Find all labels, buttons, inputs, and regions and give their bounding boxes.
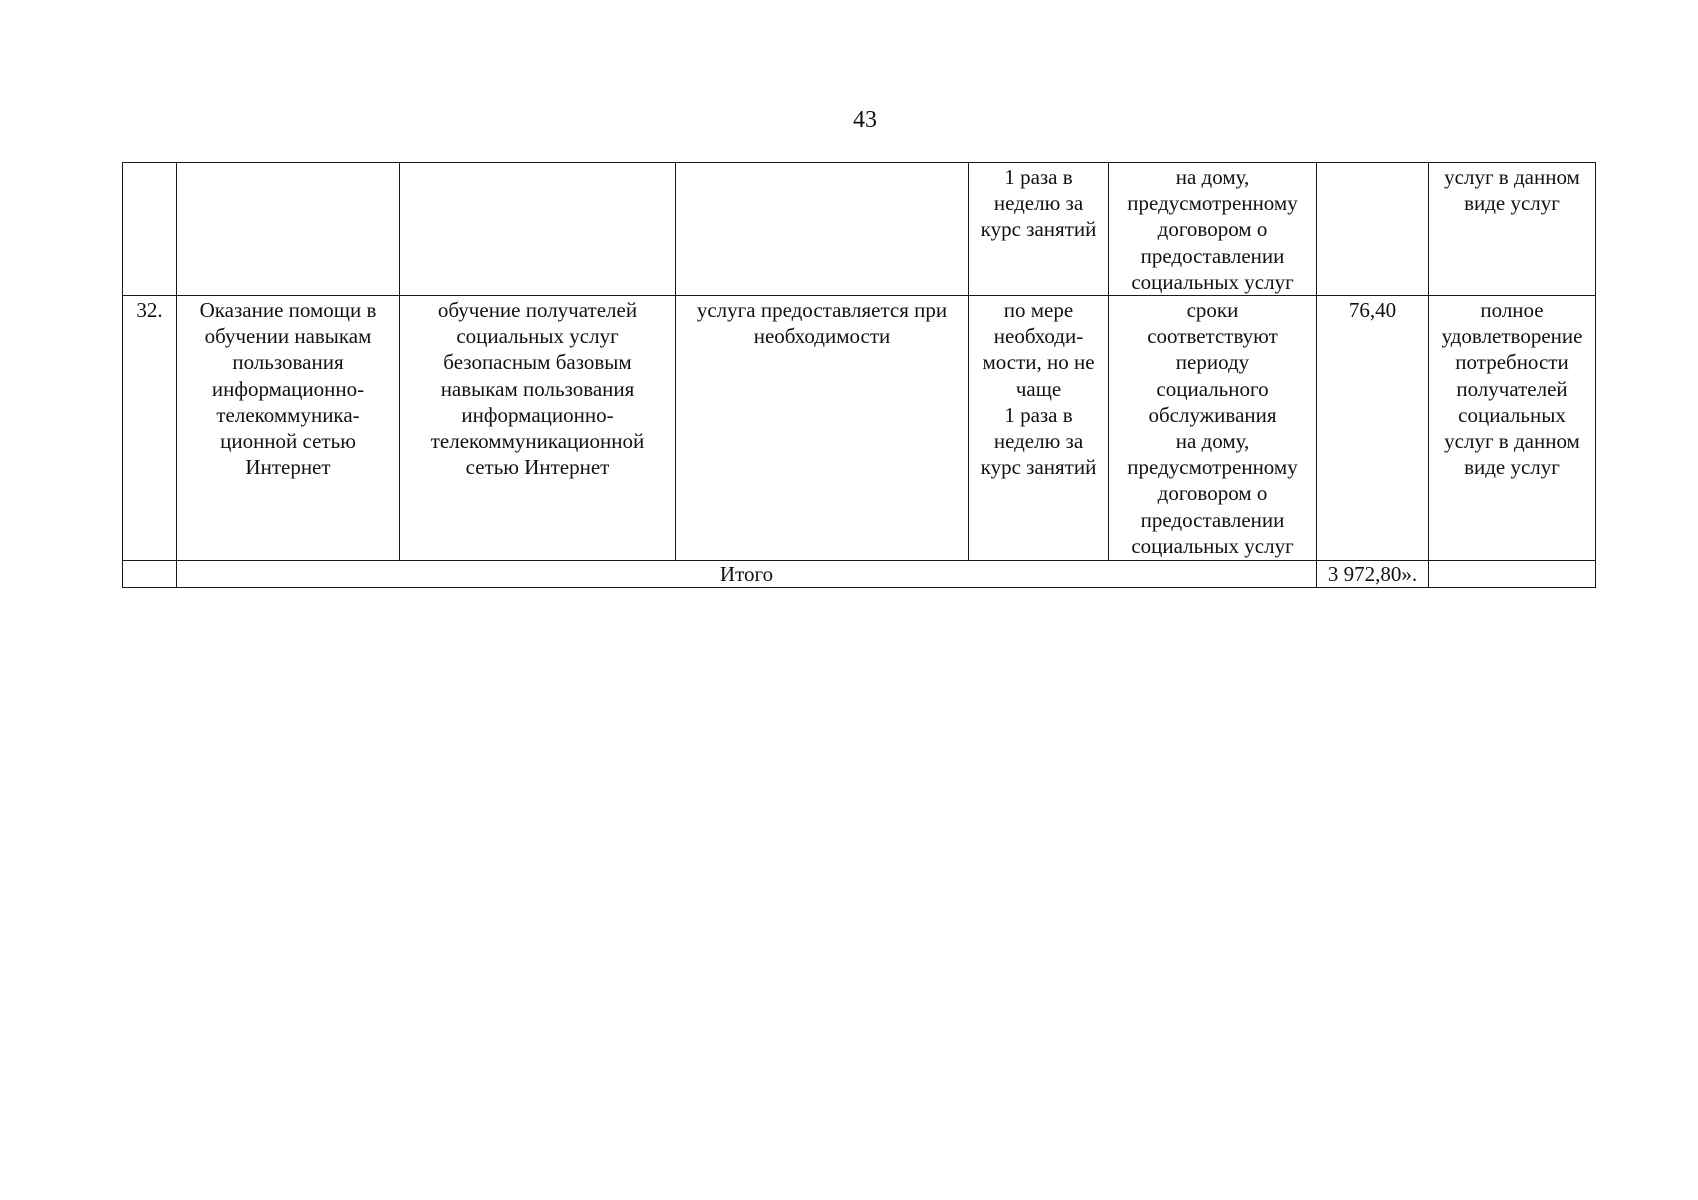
text-line: необходи- [993,324,1084,349]
text-line: полное [1480,298,1544,323]
text-line: виде услуг [1464,191,1560,216]
total-amount: 3 972,80». [1317,561,1429,588]
text-line: услуг в данном [1444,429,1580,454]
cell-description [400,296,676,561]
text-line: обслуживания [1148,402,1277,427]
total-row [123,561,1596,588]
text-line: информационно- [211,376,365,401]
text-line: виде услуг [1464,455,1560,480]
cell-price: 76,40 [1317,296,1429,561]
text-line: услуга предоставляется при [696,298,948,323]
text-line: социальных услуг [1131,269,1294,294]
continued-row [123,163,1596,296]
text-line: предусмотренному [1127,455,1298,480]
text-line: Интернет [245,455,331,480]
total-label: Итого [177,561,1317,588]
cell-price-empty [1317,163,1429,296]
services-table [122,162,1596,588]
text-line: телекоммуникационной [430,429,645,454]
cell-frequency [969,296,1109,561]
text-line: навыкам пользования [440,376,635,401]
text-line: неделю за [993,429,1084,454]
cell-terms [1109,163,1317,296]
cell-total-empty [123,561,177,588]
text-line: удовлетворение [1441,324,1583,349]
text-line: необходимости [753,324,891,349]
text-line: на дому, [1175,429,1250,454]
text-line: сетью Интернет [465,455,610,480]
text-line: 1 раза в [1004,165,1073,189]
text-line: обучение получателей [437,298,638,323]
text-line: неделю за [993,191,1084,216]
text-line: услуг в данном [1444,165,1580,189]
cell-number: 32. [123,296,177,561]
text-line: обучении навыкам [204,324,372,349]
page-number: 43 [853,107,877,133]
cell-description-empty [400,163,676,296]
cell-number-empty [123,163,177,296]
text-line: социальных [1458,402,1566,427]
text-line: на дому, [1175,165,1250,189]
text-line: сроки [1186,298,1239,323]
text-line: чаще [1015,376,1062,401]
text-line: безопасным базовым [443,350,632,375]
text-line: получателей [1456,376,1568,401]
text-line: Оказание помощи в [199,298,377,323]
text-line: социального [1156,376,1269,401]
text-line: информационно- [461,402,614,427]
cell-total-result-empty [1429,561,1596,588]
cell-conditions [676,296,969,561]
text-line: по мере [1003,298,1074,323]
text-line: социальных услуг [456,324,619,349]
text-line: мости, но не [982,350,1095,375]
cell-result [1429,163,1596,296]
cell-result [1429,296,1596,561]
text-line: курс занятий [980,455,1097,480]
text-line: социальных услуг [1131,533,1294,558]
cell-service [177,296,400,561]
text-line: потребности [1455,350,1569,375]
text-line: договором о [1157,217,1268,242]
cell-frequency [969,163,1109,296]
text-line: периоду [1175,350,1250,375]
cell-terms [1109,296,1317,561]
text-line: предоставлении [1140,243,1285,268]
text-line: ционной сетью [220,429,356,454]
text-line: пользования [232,350,344,375]
text-line: предоставлении [1140,507,1285,532]
row-32 [123,296,1596,561]
text-line: договором о [1157,481,1268,506]
text-line: телекоммуника- [216,402,360,427]
cell-conditions-empty [676,163,969,296]
text-line: соответствуют [1147,324,1278,349]
cell-service-empty [177,163,400,296]
text-line: 1 раза в [1004,402,1073,427]
text-line: предусмотренному [1127,191,1298,216]
text-line: курс занятий [980,217,1097,242]
